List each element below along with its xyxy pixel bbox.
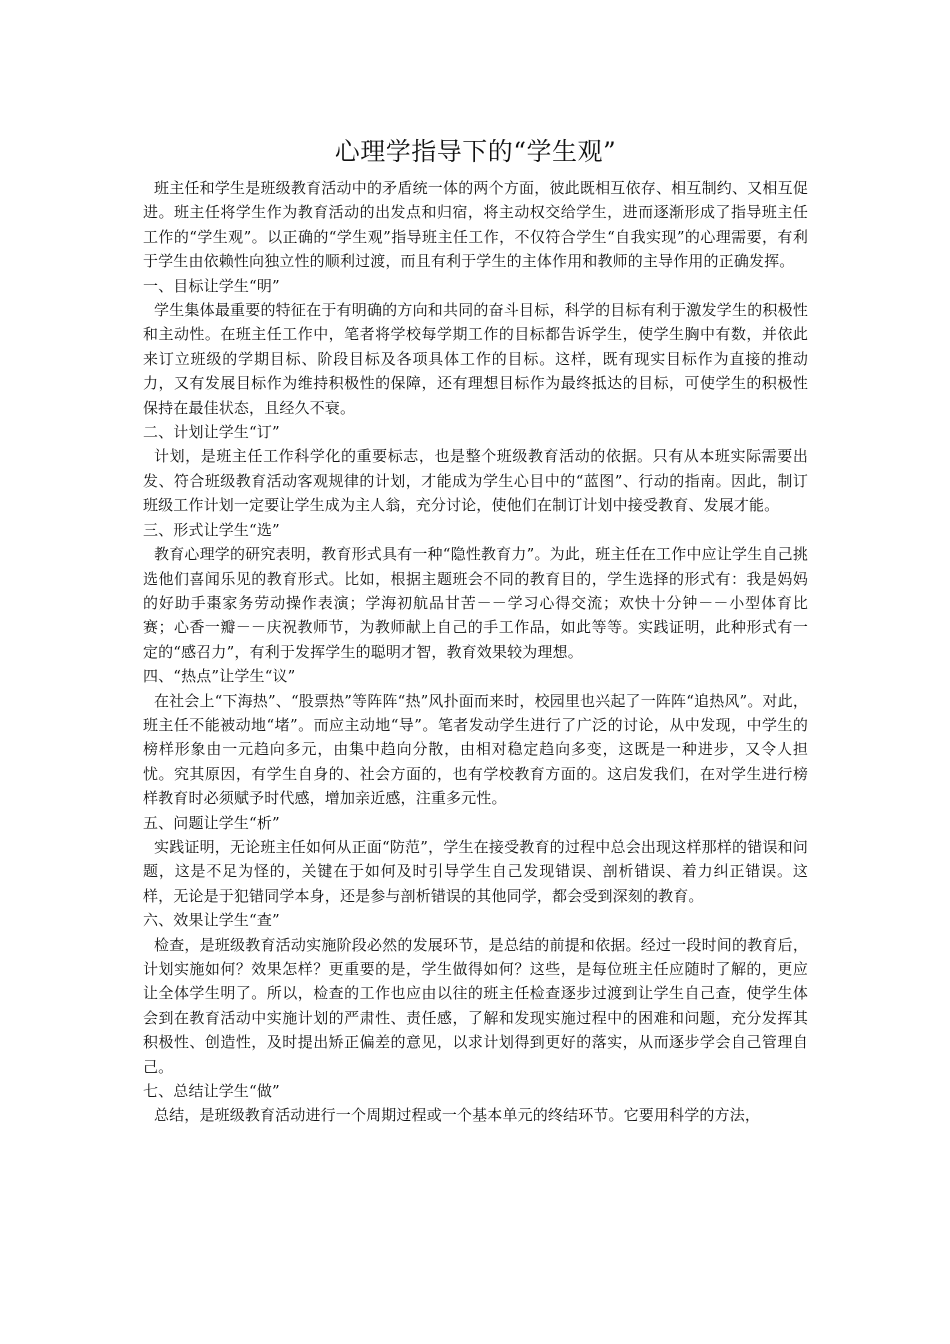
section-text-plan: 计划，是班主任工作科学化的重要标志，也是整个班级教育活动的依据。只有从本班实际需要出发、符合班级教育活动客观规律的计划，才能成为学生心目中的“蓝图”、行动的指南。因此，制订班级工作计划一定要让学生成为主人翁，充分讨论，使他们在制订计划中接受教育、发展才能。 [143, 447, 808, 515]
section-text-hotspot: 在社会上“下海热”、“股票热”等阵阵“热”风扑面而来时，校园里也兴起了一阵阵“追热风”。对此，班主任不能被动地“堵”。而应主动地“导”。笔者发动学生进行了广泛的讨论，从中发现，中学生的榜样形象由一元趋向多元，由集中趋向分散，由相对稳定趋向多变，这既是一种进步，又令人担忧。究其原因，有学生自身的、社会方面的，也有学校教育方面的。这启发我们，在对学生进行榜样教育时必须赋予时代感，增加亲近感，注重多元性。 [143, 691, 808, 808]
section-text-problem: 实践证明，无论班主任如何从正面“防范”，学生在接受教育的过程中总会出现这样那样的错误和问题，这是不足为怪的，关键在于如何及时引导学生自己发现错误、剖析错误、着力纠正错误。这样，无论是于犯错同学本身，还是参与剖析错误的其他同学，都会受到深刻的教育。 [143, 837, 808, 905]
section-heading-goal: 一、目标让学生“明” [143, 276, 280, 295]
section-text-form: 教育心理学的研究表明，教育形式具有一种“隐性教育力”。为此，班主任在工作中应让学生自己挑选他们喜闻乐见的教育形式。比如，根据主题班会不同的教育目的，学生选择的形式有：我是妈妈的好助手棗家务劳动操作表演；学海初航品甘苦－－学习心得交流；欢快十分钟－－小型体育比赛；心香一瓣－－庆祝教师节，为教师献上自己的手工作品，如此等等。实践证明，此种形式有一定的“感召力”，有利于发挥学生的聪明才智，教育效果较为理想。 [143, 545, 808, 661]
document-title: 心理学指导下的“学生观” [334, 137, 617, 166]
document-body [143, 130, 808, 1128]
section-text-summary: 总结，是班级教育活动进行一个周期过程或一个基本单元的终结环节。它要用科学的方法， [154, 1106, 761, 1125]
section-heading-form: 三、形式让学生“选” [143, 520, 280, 539]
section-text-effect: 检查，是班级教育活动实施阶段必然的发展环节，是总结的前提和依据。经过一段时间的教育后，计划实施如何？效果怎样？更重要的是，学生做得如何？这些，是每位班主任应随时了解的，更应让全体学生明了。所以，检查的工作也应由以往的班主任检查逐步过渡到让学生自己查，使学生体会到在教育活动中实施计划的严肃性、责任感，了解和发现实施过程中的困难和问题，充分发挥其积极性、创造性，及时提出矫正偏差的意见，以求计划得到更好的落实，从而逐步学会自己管理自己。 [143, 935, 808, 1076]
section-text-goal: 学生集体最重要的特征在于有明确的方向和共同的奋斗目标，科学的目标有利于激发学生的积极性和主动性。在班主任工作中，笔者将学校每学期工作的目标都告诉学生，使学生胸中有数，并依此来订立班级的学期目标、阶段目标及各项具体工作的目标。这样，既有现实目标作为直接的推动力，又有发展目标作为维持积极性的保障，还有理想目标作为最终抵达的目标，可使学生的积极性保持在最佳状态，且经久不衰。 [143, 301, 808, 417]
intro-paragraph: 班主任和学生是班级教育活动中的矛盾统一体的两个方面，彼此既相互依存、相互制约、又相互促进。班主任将学生作为教育活动的出发点和归宿，将主动权交给学生，进而逐渐形成了指导班主任工作的“学生观”。以正确的“学生观”指导班主任工作，不仅符合学生“自我实现”的心理需要，有利于学生由依赖性向独立性的顺利过渡，而且有利于学生的主体作用和教师的主导作用的正确发挥。 [143, 179, 808, 271]
section-heading-problem: 五、问题让学生“析” [143, 813, 280, 832]
section-heading-effect: 六、效果让学生“查” [143, 911, 280, 930]
section-heading-plan: 二、计划让学生“订” [143, 423, 280, 442]
section-heading-summary: 七、总结让学生“做” [143, 1082, 280, 1101]
section-heading-hotspot: 四、“热点”让学生“议” [143, 667, 296, 686]
